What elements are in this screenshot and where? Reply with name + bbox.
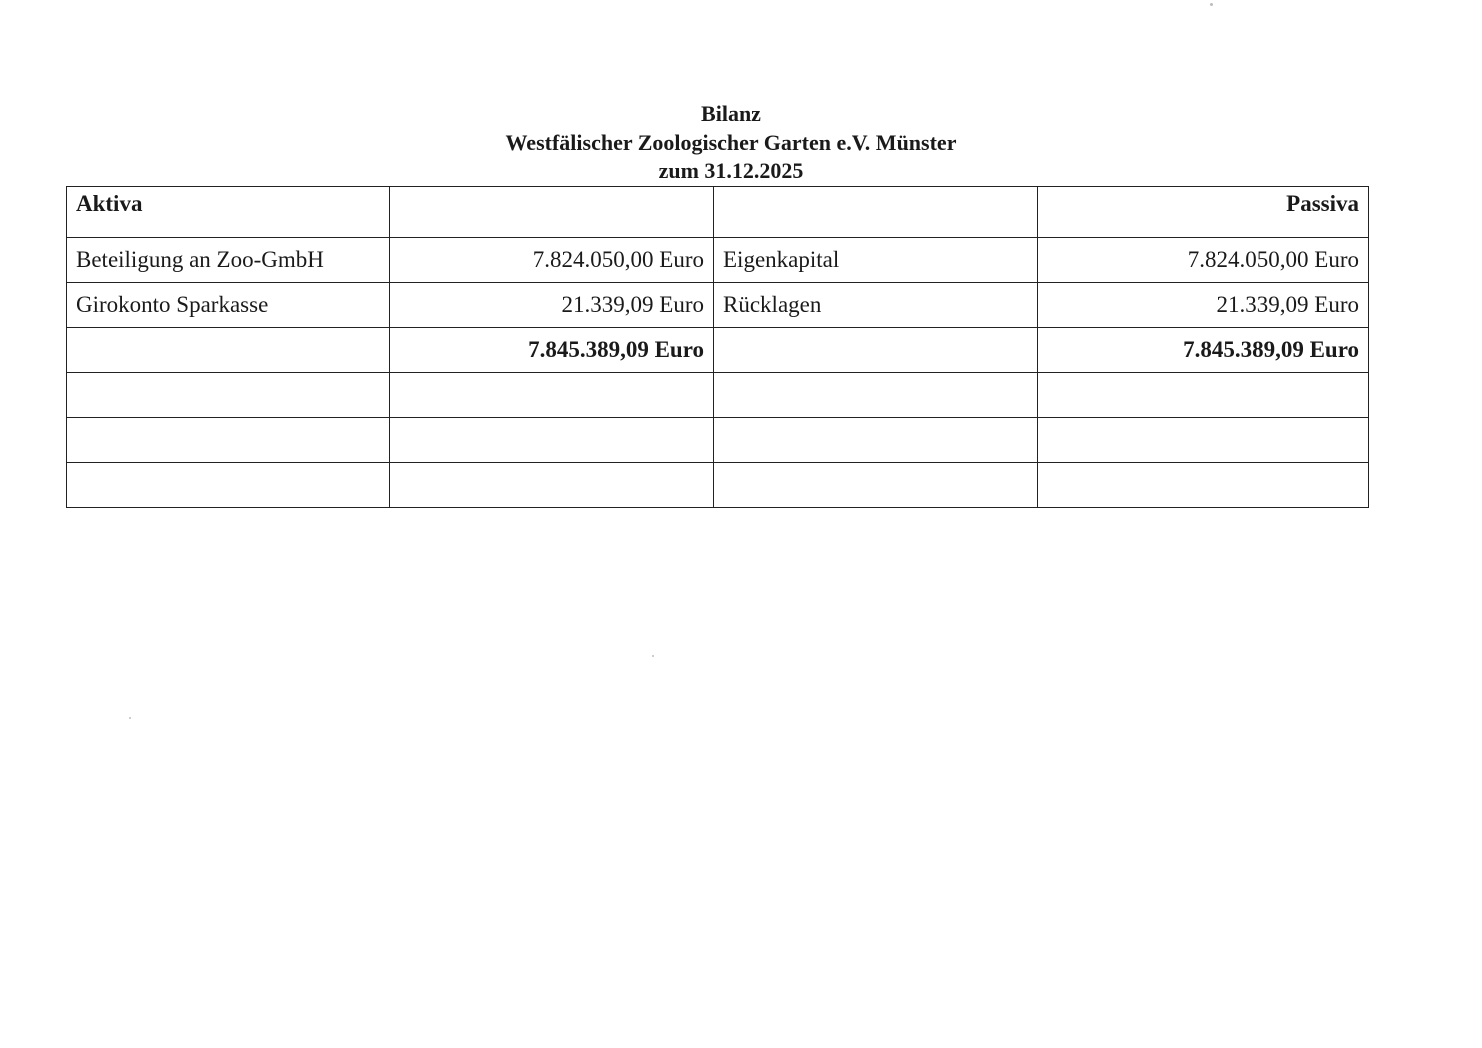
passiva-amount: 21.339,09 Euro — [1038, 283, 1369, 328]
empty-header-cell — [390, 187, 714, 238]
table-row — [67, 238, 1369, 283]
table-header-row — [67, 187, 1369, 238]
totals-row — [67, 328, 1369, 373]
aktiva-amount: 7.824.050,00 Euro — [390, 238, 714, 283]
aktiva-header: Aktiva — [67, 187, 390, 238]
empty-cell — [67, 328, 390, 373]
empty-cell — [390, 463, 714, 508]
empty-row — [67, 373, 1369, 418]
scan-speck — [129, 717, 131, 719]
passiva-total: 7.845.389,09 Euro — [1038, 328, 1369, 373]
aktiva-label: Beteiligung an Zoo-GmbH — [67, 238, 390, 283]
empty-cell — [714, 418, 1038, 463]
aktiva-label: Girokonto Sparkasse — [67, 283, 390, 328]
empty-cell — [67, 418, 390, 463]
empty-cell — [67, 373, 390, 418]
empty-cell — [1038, 373, 1369, 418]
empty-cell — [390, 418, 714, 463]
aktiva-total: 7.845.389,09 Euro — [390, 328, 714, 373]
empty-cell — [714, 328, 1038, 373]
table-row — [67, 283, 1369, 328]
balance-sheet-table — [66, 186, 1369, 508]
passiva-amount: 7.824.050,00 Euro — [1038, 238, 1369, 283]
empty-cell — [1038, 463, 1369, 508]
document-header — [0, 100, 1462, 186]
scan-speck — [652, 655, 654, 657]
empty-row — [67, 418, 1369, 463]
empty-row — [67, 463, 1369, 508]
aktiva-amount: 21.339,09 Euro — [390, 283, 714, 328]
scan-speck — [1210, 3, 1213, 6]
organization-name: Westfälischer Zoologischer Garten e.V. Münster — [505, 129, 957, 155]
balance-date: zum 31.12.2025 — [658, 158, 804, 183]
passiva-label: Rücklagen — [714, 283, 1038, 328]
passiva-label: Eigenkapital — [714, 238, 1038, 283]
empty-header-cell — [714, 187, 1038, 238]
empty-cell — [67, 463, 390, 508]
document-title: Bilanz — [701, 101, 761, 126]
empty-cell — [1038, 418, 1369, 463]
empty-cell — [390, 373, 714, 418]
passiva-header: Passiva — [1038, 187, 1369, 238]
empty-cell — [714, 373, 1038, 418]
empty-cell — [714, 463, 1038, 508]
